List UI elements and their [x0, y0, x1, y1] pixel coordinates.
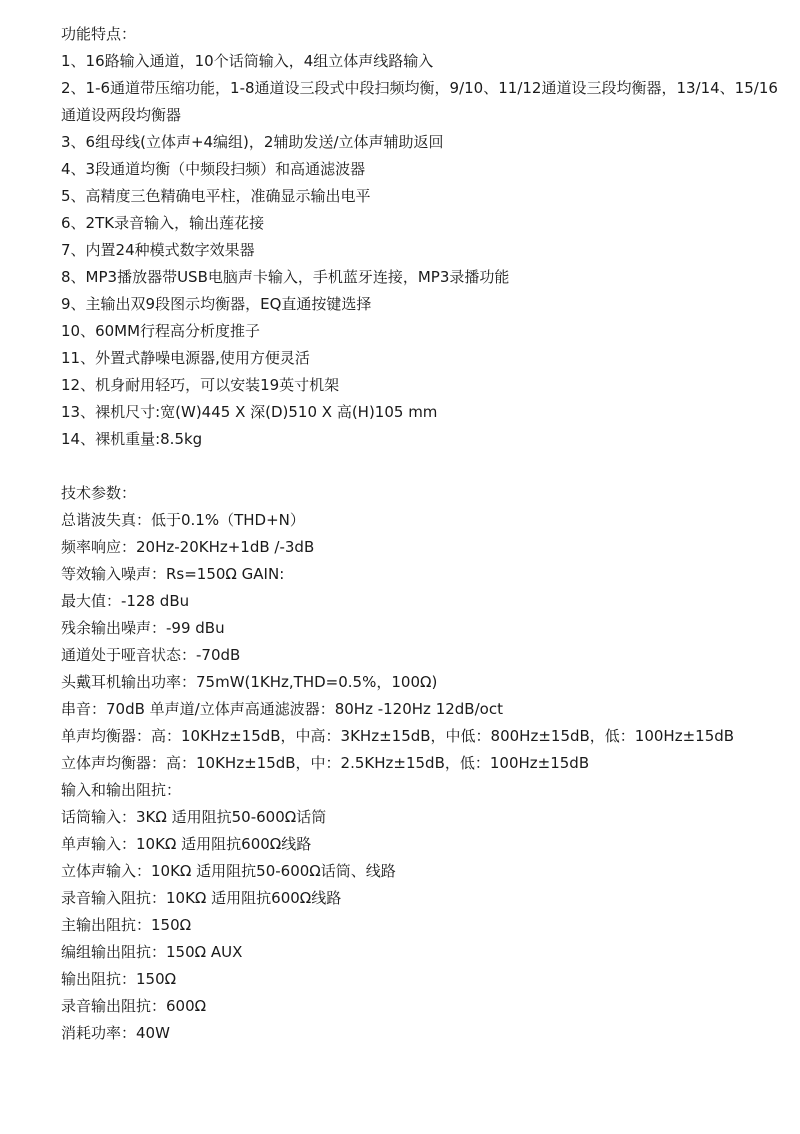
spec-item: 总谐波失真：低于0.1%（THD+N） — [61, 511, 305, 529]
feature-item: 8、MP3播放器带USB电脑声卡输入，手机蓝牙连接，MP3录播功能 — [61, 268, 510, 286]
spec-item: 话筒输入：3KΩ 适用阻抗50-600Ω话筒 — [61, 808, 327, 826]
feature-item: 9、主输出双9段图示均衡器，EQ直通按键选择 — [61, 295, 372, 313]
feature-item: 12、机身耐用轻巧，可以安装19英寸机架 — [61, 376, 340, 394]
spec-item: 立体声输入：10KΩ 适用阻抗50-600Ω话筒、线路 — [61, 862, 396, 880]
spec-item: 输入和输出阻抗： — [61, 781, 182, 799]
spec-item: 录音输出阻抗：600Ω — [61, 997, 207, 1015]
section-spacer — [61, 453, 786, 480]
feature-item: 13、裸机尺寸:宽(W)445 X 深(D)510 X 高(H)105 mm — [61, 403, 438, 421]
spec-item: 单声均衡器：高：10KHz±15dB，中高：3KHz±15dB，中低：800Hz±15dB，低：100Hz±15dB — [61, 727, 735, 745]
spec-item: 串音：70dB 单声道/立体声高通滤波器：80Hz -120Hz 12dB/oct — [61, 700, 503, 718]
features-title: 功能特点： — [61, 25, 137, 43]
spec-item: 立体声均衡器：高：10KHz±15dB，中：2.5KHz±15dB，低：100Hz±15dB — [61, 754, 590, 772]
spec-item: 单声输入：10KΩ 适用阻抗600Ω线路 — [61, 835, 312, 853]
specs-title: 技术参数： — [61, 484, 137, 502]
spec-item: 录音输入阻抗：10KΩ 适用阻抗600Ω线路 — [61, 889, 342, 907]
features-section — [61, 21, 786, 453]
feature-item: 11、外置式静噪电源器,使用方便灵活 — [61, 349, 310, 367]
spec-item: 编组输出阻抗：150Ω AUX — [61, 943, 243, 961]
spec-item: 残余输出噪声：-99 dBu — [61, 619, 225, 637]
specs-section — [61, 480, 786, 1047]
spec-item: 主输出阻抗：150Ω — [61, 916, 192, 934]
feature-item: 2、1-6通道带压缩功能，1-8通道设三段式中段扫频均衡，9/10、11/12通道设三段均衡器，13/14、15/16通道设两段均衡器 — [61, 79, 778, 124]
spec-item: 输出阻抗：150Ω — [61, 970, 177, 988]
feature-item: 5、高精度三色精确电平柱，准确显示输出电平 — [61, 187, 371, 205]
spec-item: 头戴耳机输出功率：75mW(1KHz,THD=0.5%，100Ω) — [61, 673, 438, 691]
feature-item: 6、2TK录音输入，输出莲花接 — [61, 214, 265, 232]
spec-item: 通道处于哑音状态：-70dB — [61, 646, 241, 664]
feature-item: 14、裸机重量:8.5kg — [61, 430, 203, 448]
feature-item: 1、16路输入通道，10个话筒输入，4组立体声线路输入 — [61, 52, 434, 70]
feature-item: 7、内置24种模式数字效果器 — [61, 241, 255, 259]
product-spec-document — [61, 21, 786, 1047]
spec-item: 最大值：-128 dBu — [61, 592, 190, 610]
spec-item: 消耗功率：40W — [61, 1024, 170, 1042]
feature-item: 10、60MM行程高分析度推子 — [61, 322, 261, 340]
spec-item: 等效输入噪声：Rs=150Ω GAIN: — [61, 565, 285, 583]
feature-item: 4、3段通道均衡（中频段扫频）和高通滤波器 — [61, 160, 366, 178]
feature-item: 3、6组母线(立体声+4编组)，2辅助发送/立体声辅助返回 — [61, 133, 444, 151]
spec-item: 频率响应：20Hz-20KHz+1dB /-3dB — [61, 538, 315, 556]
